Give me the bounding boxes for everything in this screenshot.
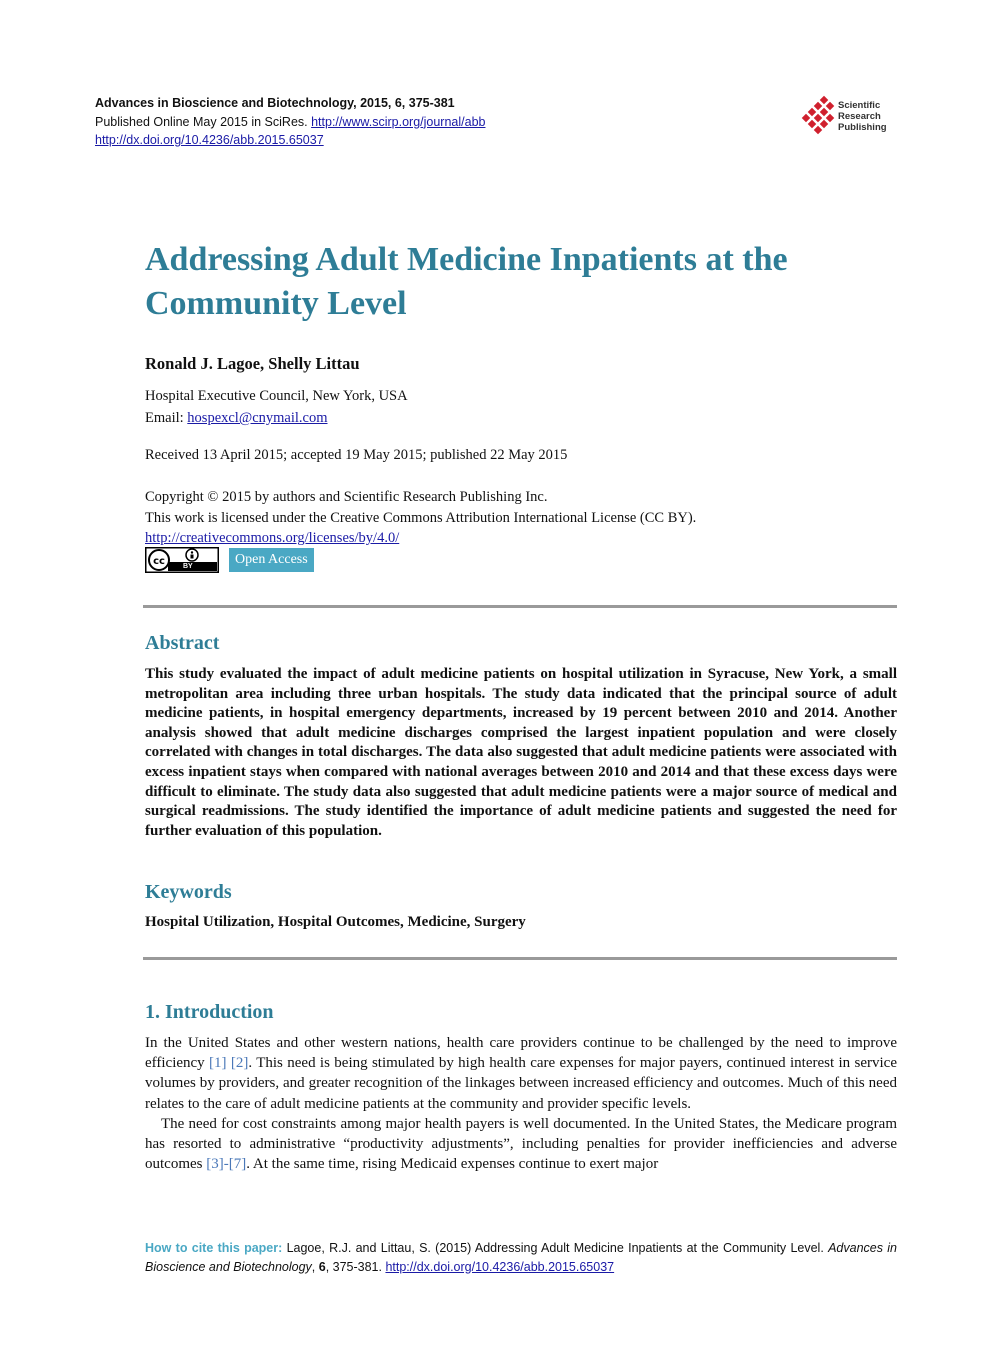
cite-doi-link[interactable]: http://dx.doi.org/10.4236/abb.2015.65037 [385,1259,615,1274]
divider-bottom [143,957,897,960]
intro-paragraph-1 [145,1033,897,1114]
reference-link-1-2[interactable]: [1] [2] [209,1055,249,1072]
abstract-heading: Abstract [145,632,220,654]
reference-link-3-7[interactable]: [3]-[7] [206,1156,247,1173]
published-prefix: Published Online May 2015 in SciRes. [95,114,312,129]
affiliation-block [145,385,408,429]
open-access-badge: Open Access [229,548,314,572]
publisher-name [838,100,887,133]
journal-citation-line: Advances in Bioscience and Biotechnology, 2015, 6, 375-381 [95,96,455,110]
email-line [145,407,408,429]
citation-footer [145,1239,897,1276]
authors: Ronald J. Lagoe, Shelly Littau [145,354,360,373]
cite-label: How to cite this paper: [145,1241,287,1255]
introduction-body [145,1033,897,1174]
abstract-text: This study evaluated the impact of adult medicine patients on hospital utilization in Syracuse, New York, a small metropolitan area including three urban hospitals. The study data indicated that the principal source of adult medicine patients, in hospital emergency departments, increased by 19 percent between 2010 and 2014. Another analysis showed that adult medicine discharges comprised the largest inpatient population and were closely correlated with changes in total discharges. The data also suggested that adult medicine patients were associated with excess inpatient stays when compared with national averages between 2010 and 2014 and that these excess days were difficult to eliminate. The study data also suggested that adult medicine patients were a major source of medical and surgical readmissions. The study identified the importance of adult medicine patients and suggested the need for further evaluation of this population. [145,666,897,839]
cite-text-b: , [311,1259,319,1274]
cc-badge-text: BY [183,563,193,570]
paper-title: Addressing Adult Medicine Inpatients at the Community Level [145,241,788,322]
license-line: This work is licensed under the Creative Commons Attribution International License (CC BY). [145,509,697,526]
cite-volume: 6 [318,1259,326,1274]
copyright-line: Copyright © 2015 by authors and Scientific Research Publishing Inc. [145,489,548,505]
cite-text-c: , 375-381. [325,1259,386,1274]
cc-by-badge[interactable] [145,547,219,573]
logo-line-3: Publishing [838,122,887,133]
journal-url-link[interactable]: http://www.scirp.org/journal/abb [311,114,486,129]
creative-commons-icon [146,548,218,572]
scirp-logo-icon [797,95,837,140]
email-label: Email: [145,410,188,426]
divider-top [143,605,897,608]
intro-p1-text-a: In the United States and other western nations, health care providers continue to be challenged by the need to improve efficiency [145,1035,897,1072]
publisher-logo [797,95,907,140]
logo-line-2: Research [838,111,881,122]
intro-p2-text-b: . At the same time, rising Medicaid expenses continue to exert major [246,1156,659,1173]
cite-journal: Advances in Bioscience and Biotechnology [145,1241,898,1274]
intro-paragraph-2 [145,1114,897,1175]
svg-text:cc: cc [153,556,165,567]
publication-dates: Received 13 April 2015; accepted 19 May 2015; published 22 May 2015 [145,447,568,463]
copyright-block [145,487,905,549]
affiliation: Hospital Executive Council, New York, USA [145,388,408,404]
introduction-heading: 1. Introduction [145,1001,274,1023]
email-link[interactable]: hospexcl@cnymail.com [187,410,328,426]
logo-line-1: Scientific [838,100,881,111]
license-url-link[interactable]: http://creativecommons.org/licenses/by/4.0/ [145,530,400,546]
cite-text-a: Lagoe, R.J. and Littau, S. (2015) Addressing Adult Medicine Inpatients at the Community Level. [286,1241,829,1255]
published-line [95,113,695,132]
keywords-text: Hospital Utilization, Hospital Outcomes, Medicine, Surgery [145,914,526,930]
intro-p1-text-b: . This need is being stimulated by high health care expenses for major payers, continued interest in service volumes by providers, and greater recognition of the linkages between increased efficiency and outcomes. Much of this need relates to the care of adult medicine patients at the community and provider specific levels. [145,1055,897,1112]
intro-p2-text-a: The need for cost constraints among major health payers is well documented. In the United States, the Medicare program has resorted to administrative “productivity adjustments”, including penalties for provider inefficiencies and adverse outcomes [145,1115,897,1173]
keywords-heading: Keywords [145,881,232,903]
journal-header [95,94,695,150]
doi-link[interactable]: http://dx.doi.org/10.4236/abb.2015.65037 [95,133,324,147]
